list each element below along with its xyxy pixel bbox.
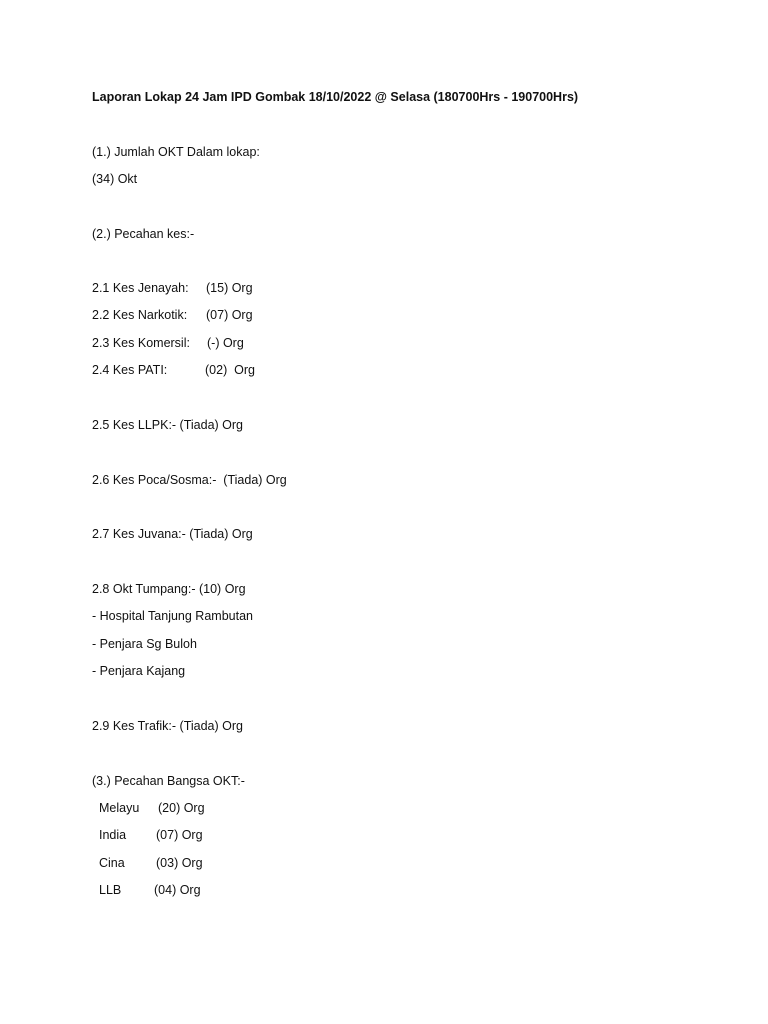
case-2-8-heading: 2.8 Okt Tumpang:- (10) Org <box>92 582 246 596</box>
case-2-3-label: 2.3 Kes Komersil: <box>92 336 190 350</box>
race-cina-label: Cina <box>99 856 125 870</box>
tumpang-place-1: - Hospital Tanjung Rambutan <box>92 609 253 623</box>
case-2-5: 2.5 Kes LLPK:- (Tiada) Org <box>92 418 243 432</box>
report-title: Laporan Lokap 24 Jam IPD Gombak 18/10/2022 @ Selasa (180700Hrs - 190700Hrs) <box>92 90 579 104</box>
case-2-3-value: (-) Org <box>207 336 244 350</box>
race-melayu-label: Melayu <box>99 801 140 815</box>
case-2-9: 2.9 Kes Trafik:- (Tiada) Org <box>92 719 243 733</box>
tumpang-place-3: - Penjara Kajang <box>92 664 186 678</box>
section3-heading: (3.) Pecahan Bangsa OKT:- <box>92 774 245 788</box>
section1-value: (34) Okt <box>92 172 138 186</box>
race-cina-value: (03) Org <box>156 856 203 870</box>
race-melayu-value: (20) Org <box>158 801 205 815</box>
race-llb-label: LLB <box>99 883 122 897</box>
case-2-4-label: 2.4 Kes PATI: <box>92 363 168 377</box>
case-2-4-value: (02) Org <box>205 363 256 377</box>
case-2-7: 2.7 Kes Juvana:- (Tiada) Org <box>92 527 253 541</box>
case-2-2-value: (07) Org <box>206 308 253 322</box>
case-2-2-label: 2.2 Kes Narkotik: <box>92 308 188 322</box>
race-india-value: (07) Org <box>156 828 203 842</box>
case-2-1-label: 2.1 Kes Jenayah: <box>92 281 189 295</box>
section1-heading: (1.) Jumlah OKT Dalam lokap: <box>92 145 260 159</box>
section2-heading: (2.) Pecahan kes:- <box>92 227 195 241</box>
race-india-label: India <box>99 828 127 842</box>
race-llb-value: (04) Org <box>154 883 201 897</box>
case-2-6: 2.6 Kes Poca/Sosma:- (Tiada) Org <box>92 473 287 487</box>
tumpang-place-2: - Penjara Sg Buloh <box>92 637 197 651</box>
case-2-1-value: (15) Org <box>206 281 253 295</box>
